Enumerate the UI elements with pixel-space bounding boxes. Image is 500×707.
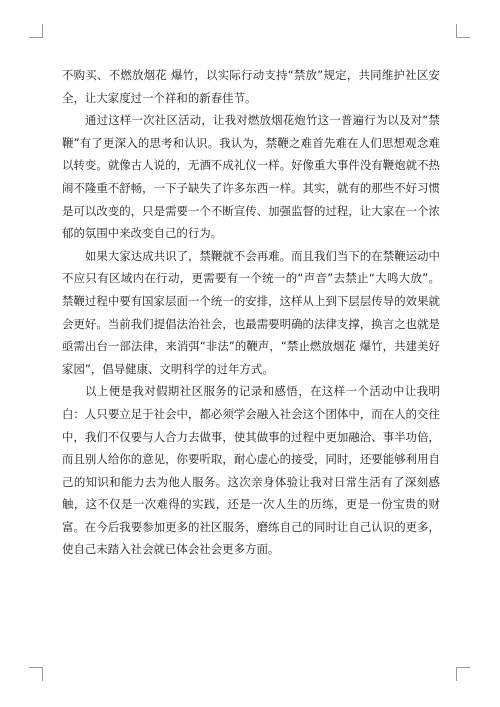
paragraph-3: 如果大家达成共识了，禁鞭就不会再难。而且我们当下的在禁鞭运动中不应只有区域内在行动，更需要有一个统一的“声音”去禁止“大鸣大放”。禁鞭过程中要有国家层面一个统一的安排，这样从上到下层层传导的效果就会更好。当前我们提倡法治社会，也最需要明确的法律支撑，换言之也就是亟需出台一部法律，来消弭“非法”的鞭声，“禁止燃放烟花 爆竹，共建美好家园”，倡导健康、文明科学的过年方式。 [62,248,440,376]
crop-mark-bottom-right [456,667,470,681]
paragraph-4: 以上便是我对假期社区服务的记录和感悟，在这样一个活动中让我明白：人只要立足于社会中，都必须学会融入社会这个团体中，而在人的交往中，我们不仅要与人合力去做事，使其做事的过程中更加融洽、事半功倍，而且别人给你的意见，你要听取，耐心虚心的接受，同时，还要能够利用自己的知识和能力去为他人服务。这次亲身体验让我对日常生活有了深刻感触，这不仅是一次难得的实践，还是一次人生的历练，更是一份宝贵的财富。在今后我要参加更多的社区服务，磨练自己的同时让自己认识的更多，使自己未踏入社会就已体会社会更多方面。 [62,384,440,557]
paragraph-2: 通过这样一次社区活动，让我对燃放烟花炮竹这一普遍行为以及对“禁鞭”有了更深入的思考和认识。我认为，禁鞭之难首先难在人们思想观念难以转变。就像古人说的，无酒不成礼仪一样。好像重大事件没有鞭炮就不热闹不隆重不舒畅，一下子缺失了许多东西一样。其实，就有的那些不好习惯是可以改变的，只是需要一个不断宣传、加强监督的过程，让大家在一个浓郁的氛围中来改变自己的行为。 [62,113,440,241]
crop-mark-bottom-left [29,667,43,681]
crop-mark-top-left [29,24,43,38]
document-body [62,64,440,561]
crop-mark-top-right [456,24,470,38]
paragraph-1: 不购买、不燃放烟花 爆竹，以实际行动支持“禁放”规定，共同维护社区安全，让大家度过一个祥和的新春佳节。 [62,68,440,105]
